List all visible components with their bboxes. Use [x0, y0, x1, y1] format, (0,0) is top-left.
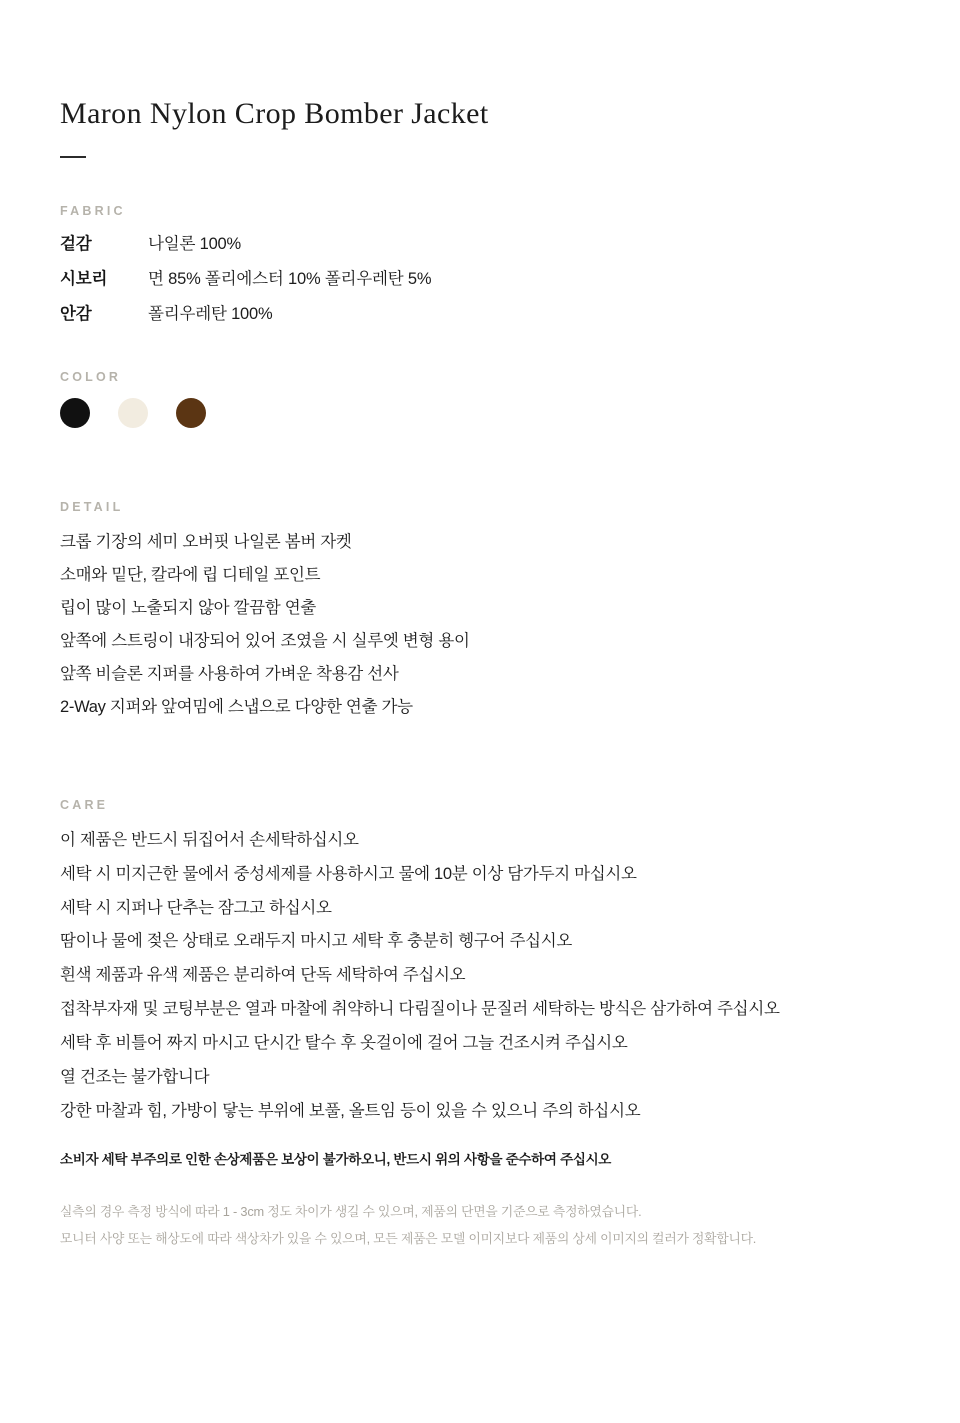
section-label-care: CARE: [60, 798, 109, 812]
table-row: [60, 300, 900, 324]
list-item: 이 제품은 반드시 뒤집어서 손세탁하십시오: [60, 831, 359, 849]
list-item: 소매와 밑단, 칼라에 립 디테일 포인트: [60, 566, 321, 584]
list-item: 접착부자재 및 코팅부분은 열과 마찰에 취약하니 다림질이나 문질러 세탁하는 방식은 삼가하여 주십시오: [60, 1000, 780, 1019]
section-label-fabric: FABRIC: [60, 204, 126, 218]
color-swatch-list: [60, 398, 900, 428]
list-item: 세탁 시 지퍼나 단추는 잠그고 하십시오: [60, 898, 332, 917]
title-block: [60, 0, 900, 158]
section-color: [60, 370, 900, 428]
fabric-key: 안감: [60, 305, 92, 323]
fabric-value: 폴리우레탄 100%: [148, 305, 273, 323]
list-item: 흰색 제품과 유색 제품은 분리하여 단독 세탁하여 주십시오: [60, 966, 466, 985]
footnote-color: 모니터 사양 또는 해상도에 따라 색상차가 있을 수 있으며, 모든 제품은 모델 이미지보다 제품의 상세 이미지의 컬러가 정확합니다.: [60, 1231, 757, 1247]
list-item: 강한 마찰과 힘, 가방이 닿는 부위에 보풀, 올트임 등이 있을 수 있으니 주의 하십시오: [60, 1101, 641, 1120]
list-item: 앞쪽에 스트링이 내장되어 있어 조였을 시 실루엣 변형 용이: [60, 632, 470, 650]
list-item: 앞쪽 비슬론 지퍼를 사용하여 가벼운 착용감 선사: [60, 665, 399, 683]
fabric-value: 면 85% 폴리에스터 10% 폴리우레탄 5%: [148, 270, 432, 288]
color-swatch-black[interactable]: [60, 398, 90, 428]
detail-list: [60, 526, 900, 724]
footnote-measurement: 실측의 경우 측정 방식에 따라 1 - 3cm 정도 차이가 생길 수 있으며, 제품의 단면을 기준으로 측정하였습니다.: [60, 1204, 642, 1220]
list-item: 크롭 기장의 세미 오버핏 나일론 봄버 자켓: [60, 533, 352, 551]
list-item: 열 건조는 불가합니다: [60, 1067, 210, 1086]
color-swatch-brown[interactable]: [176, 398, 206, 428]
list-item: 땀이나 물에 젖은 상태로 오래두지 마시고 세탁 후 충분히 헹구어 주십시오: [60, 932, 573, 951]
list-item: 세탁 후 비틀어 짜지 마시고 단시간 탈수 후 옷걸이에 걸어 그늘 건조시켜 주십시오: [60, 1033, 628, 1052]
list-item: 세탁 시 미지근한 물에서 중성세제를 사용하시고 물에 10분 이상 담가두지 마십시오: [60, 864, 637, 883]
table-row: [60, 230, 900, 254]
section-fabric: [60, 204, 900, 324]
list-item: 2-Way 지퍼와 앞여밈에 스냅으로 다양한 연출 가능: [60, 698, 413, 716]
color-swatch-ivory[interactable]: [118, 398, 148, 428]
care-list: [60, 824, 900, 1128]
title-divider: [60, 156, 86, 158]
fabric-key: 겉감: [60, 235, 92, 253]
fabric-value: 나일론 100%: [148, 235, 242, 253]
fabric-table: [60, 230, 900, 324]
footnotes: [60, 1202, 900, 1249]
fabric-key: 시보리: [60, 270, 108, 288]
section-detail: [60, 500, 900, 724]
section-label-color: COLOR: [60, 370, 122, 384]
section-label-detail: DETAIL: [60, 500, 124, 514]
table-row: [60, 265, 900, 289]
list-item: 립이 많이 노출되지 않아 깔끔함 연출: [60, 599, 317, 617]
section-care: [60, 798, 900, 1168]
page-title: Maron Nylon Crop Bomber Jacket: [60, 97, 489, 130]
care-warning: 소비자 세탁 부주의로 인한 손상제품은 보상이 불가하오니, 반드시 위의 사항을 준수하여 주십시오: [60, 1152, 612, 1168]
